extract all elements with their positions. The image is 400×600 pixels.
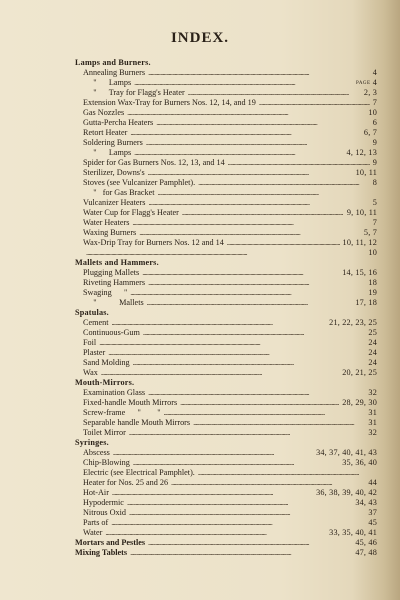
index-entry	[75, 518, 377, 528]
index-entry	[75, 428, 377, 438]
index-heading-entry	[75, 548, 377, 558]
page-numbers: 2, 3	[363, 88, 377, 97]
entry-label: Stoves (see Vulcanizer Pamphlet).	[83, 178, 196, 187]
page-numbers: 32	[368, 388, 377, 397]
dot-leader	[105, 528, 326, 538]
dot-leader	[259, 98, 370, 108]
index-entry	[75, 218, 377, 228]
section-heading: Mallets and Hammers.	[75, 258, 159, 267]
entry-label: Wax	[83, 368, 98, 377]
entry-label: Heater for Nos. 25 and 26	[83, 478, 169, 487]
page-numbers: 37	[368, 508, 377, 517]
entry-label: Toilet Mirror	[83, 428, 126, 437]
index-entry	[75, 108, 377, 118]
entry-label: Retort Heater	[83, 128, 128, 137]
dot-leader	[86, 248, 365, 258]
dot-leader	[142, 268, 339, 278]
entry-label: Water	[83, 528, 103, 537]
entry-label: Parts of	[83, 518, 109, 527]
dot-leader	[148, 388, 365, 398]
section-heading: Spatulas.	[75, 308, 109, 317]
page-numbers: 7	[372, 98, 377, 107]
entry-label: Nitrous Oxid	[83, 508, 126, 517]
page-numbers: 9	[372, 158, 377, 167]
entry-label: Water Cup for Flagg's Heater	[83, 208, 179, 217]
entry-label: Swaging "	[83, 288, 128, 297]
index-entry	[75, 368, 377, 378]
dot-leader	[148, 278, 365, 288]
dot-leader	[148, 168, 353, 178]
dot-leader	[180, 398, 339, 408]
section-heading: Mouth-Mirrors.	[75, 378, 135, 387]
entry-label: Continuous-Gum	[83, 328, 140, 337]
dot-leader	[99, 338, 365, 348]
page-numbers: 19	[368, 288, 377, 297]
index-entry	[75, 148, 377, 158]
dot-leader	[156, 118, 369, 128]
entry-label: Riveting Hammers	[83, 278, 146, 287]
section-heading: Mortars and Pestles	[75, 538, 146, 547]
page-numbers: 31	[368, 418, 377, 427]
index-entry	[75, 118, 377, 128]
dot-leader	[129, 508, 365, 518]
entry-label: Spider for Gas Burners Nos. 12, 13, and 14	[83, 158, 225, 167]
index-entry	[75, 278, 377, 288]
page-numbers: 10, 11	[355, 168, 377, 177]
section-heading: Syringes.	[75, 438, 109, 447]
page-numbers: 25	[368, 328, 377, 337]
page-title: INDEX.	[170, 30, 230, 46]
dot-leader	[101, 368, 339, 378]
page-numbers: 10	[368, 108, 377, 117]
dot-leader	[113, 448, 313, 458]
page-numbers: 45	[368, 518, 377, 527]
entry-label: Water Heaters	[83, 218, 130, 227]
entry-label: Hypodermic	[83, 498, 124, 507]
entry-label: Soldering Burners	[83, 138, 143, 147]
page-numbers: 5, 7	[363, 228, 377, 237]
index-entry	[75, 288, 377, 298]
page-numbers: 36, 38, 39, 40, 42	[316, 488, 377, 497]
entry-label: Plugging Mallets	[83, 268, 140, 277]
index-entry	[75, 498, 377, 508]
index-entry	[75, 188, 377, 198]
entry-label: Vulcanizer Heaters	[83, 198, 146, 207]
dot-leader	[130, 128, 361, 138]
dot-leader	[133, 358, 366, 368]
index-entry	[75, 298, 377, 308]
entry-label: Cement	[83, 318, 109, 327]
entry-label: Extension Wax-Tray for Burners Nos. 12, 14, and 19	[83, 98, 256, 107]
dot-leader	[146, 138, 370, 148]
index-entry	[75, 388, 377, 398]
page-numbers: 4	[372, 78, 377, 87]
entry-label: Annealing Burners	[83, 68, 146, 77]
index-entry	[75, 418, 377, 428]
index-entry	[75, 128, 377, 138]
index-entry	[75, 88, 377, 98]
entry-label: Plaster	[83, 348, 106, 357]
dot-leader	[112, 488, 313, 498]
page-numbers: 5	[372, 198, 377, 207]
index-entry	[75, 448, 377, 458]
dot-leader	[111, 318, 326, 328]
dot-leader	[228, 158, 370, 168]
entry-label: Electric (see Electrical Pamphlet).	[83, 468, 195, 477]
dot-leader	[134, 78, 370, 88]
page-numbers: 8	[372, 178, 377, 187]
dot-leader	[193, 418, 365, 428]
entry-label: " Lamps	[83, 148, 132, 157]
index-entry	[75, 338, 377, 348]
dot-leader	[134, 148, 343, 158]
entry-label: Fixed-handle Mouth Mirrors	[83, 398, 178, 407]
page-numbers: 32	[368, 428, 377, 437]
index-entry	[75, 328, 377, 338]
dot-leader	[148, 198, 369, 208]
page-numbers: 34, 43	[355, 498, 377, 507]
entry-label: Waxing Burners	[83, 228, 137, 237]
dot-leader	[129, 428, 366, 438]
entry-label: Hot-Air	[83, 488, 109, 497]
dot-leader	[143, 328, 366, 338]
dot-leader	[158, 188, 374, 198]
dot-leader	[130, 288, 365, 298]
page-numbers: 33, 35, 40, 41	[329, 528, 377, 537]
index-entry	[75, 138, 377, 148]
dot-leader	[111, 518, 365, 528]
index-heading-entry	[75, 538, 377, 548]
page-numbers: 34, 37, 40, 41, 43	[316, 448, 377, 457]
index-entry	[75, 318, 377, 328]
index-entry	[75, 228, 377, 238]
dot-leader	[171, 478, 365, 488]
dot-leader	[132, 218, 369, 228]
page-numbers: 4	[372, 68, 377, 77]
page-numbers: 24	[368, 358, 377, 367]
page-numbers: 9	[372, 138, 377, 147]
index-entry	[75, 98, 377, 108]
index-entry	[75, 508, 377, 518]
index-entry	[75, 68, 377, 78]
page-numbers: 7	[372, 218, 377, 227]
dot-leader	[164, 408, 366, 418]
page-numbers: 24	[368, 348, 377, 357]
index-entry	[75, 168, 377, 178]
index-entry	[75, 348, 377, 358]
index-entry	[75, 468, 377, 478]
entry-label: Chip-Blowing	[83, 458, 130, 467]
dot-leader	[198, 178, 370, 188]
page-numbers: 21, 22, 23, 25	[329, 318, 377, 327]
page-numbers: 20, 21, 25	[342, 368, 377, 377]
index-entry	[75, 208, 377, 218]
entry-label: Gutta-Percha Heaters	[83, 118, 154, 127]
entry-label: Foil	[83, 338, 97, 347]
index-entry	[75, 198, 377, 208]
dot-leader	[182, 208, 344, 218]
page-numbers: 18	[368, 278, 377, 287]
section-heading: Mixing Tablets	[75, 548, 128, 557]
index-entry	[75, 268, 377, 278]
page-numbers: 28, 29, 30	[342, 398, 377, 407]
page-numbers: 6	[372, 118, 377, 127]
page-numbers: 9, 10, 11	[346, 208, 377, 217]
dot-leader	[127, 498, 352, 508]
page-numbers: 10	[368, 248, 377, 257]
page-numbers: 14, 15, 16	[342, 268, 377, 277]
entry-label: " Tray for Flagg's Heater	[83, 88, 185, 97]
index-entry	[75, 528, 377, 538]
entry-label: Separable handle Mouth Mirrors	[83, 418, 191, 427]
entry-label: Wax-Drip Tray for Burners Nos. 12 and 14	[83, 238, 224, 247]
dot-leader	[139, 228, 361, 238]
dot-leader	[148, 538, 352, 548]
dot-leader	[148, 68, 370, 78]
index-entry	[75, 78, 377, 88]
page-column-header: PAGE	[356, 81, 371, 86]
dot-leader	[108, 348, 365, 358]
page-numbers: 45, 46	[355, 538, 377, 547]
entry-label: " Lamps	[83, 78, 132, 87]
index-entry	[75, 478, 377, 488]
entry-label: Gas Nozzles	[83, 108, 125, 117]
section-heading: Lamps and Burners.	[75, 58, 151, 67]
entry-label: Sterilizer, Downs's	[83, 168, 145, 177]
page-numbers: 31	[368, 408, 377, 417]
page-numbers: 4, 12, 13	[346, 148, 377, 157]
page-numbers: 17, 18	[355, 298, 377, 307]
page-numbers: 35, 36, 40	[342, 458, 377, 467]
index-entry	[75, 488, 377, 498]
entry-label: Screw-frame " "	[83, 408, 161, 417]
page-numbers: 6, 7	[363, 128, 377, 137]
entry-label: Examination Glass	[83, 388, 146, 397]
dot-leader	[198, 468, 374, 478]
index-entry	[75, 178, 377, 188]
index-entry	[75, 398, 377, 408]
dot-leader	[188, 88, 361, 98]
entry-label: Sand Molding	[83, 358, 130, 367]
page-numbers: 47, 48	[355, 548, 377, 557]
entry-label: " for Gas Bracket	[83, 188, 155, 197]
entry-label: " Mallets	[83, 298, 144, 307]
page-numbers: 44	[368, 478, 377, 487]
index-entry	[75, 248, 377, 258]
page-numbers: 24	[368, 338, 377, 347]
index-entry	[75, 158, 377, 168]
index-entry	[75, 458, 377, 468]
index-list	[75, 58, 377, 558]
dot-leader	[227, 238, 340, 248]
entry-label: Abscess	[83, 448, 110, 457]
dot-leader	[127, 108, 365, 118]
index-entry	[75, 238, 377, 248]
page-numbers: 10, 11, 12	[342, 238, 377, 247]
dot-leader	[133, 458, 339, 468]
index-entry	[75, 358, 377, 368]
dot-leader	[130, 548, 352, 558]
index-entry	[75, 408, 377, 418]
dot-leader	[147, 298, 353, 308]
